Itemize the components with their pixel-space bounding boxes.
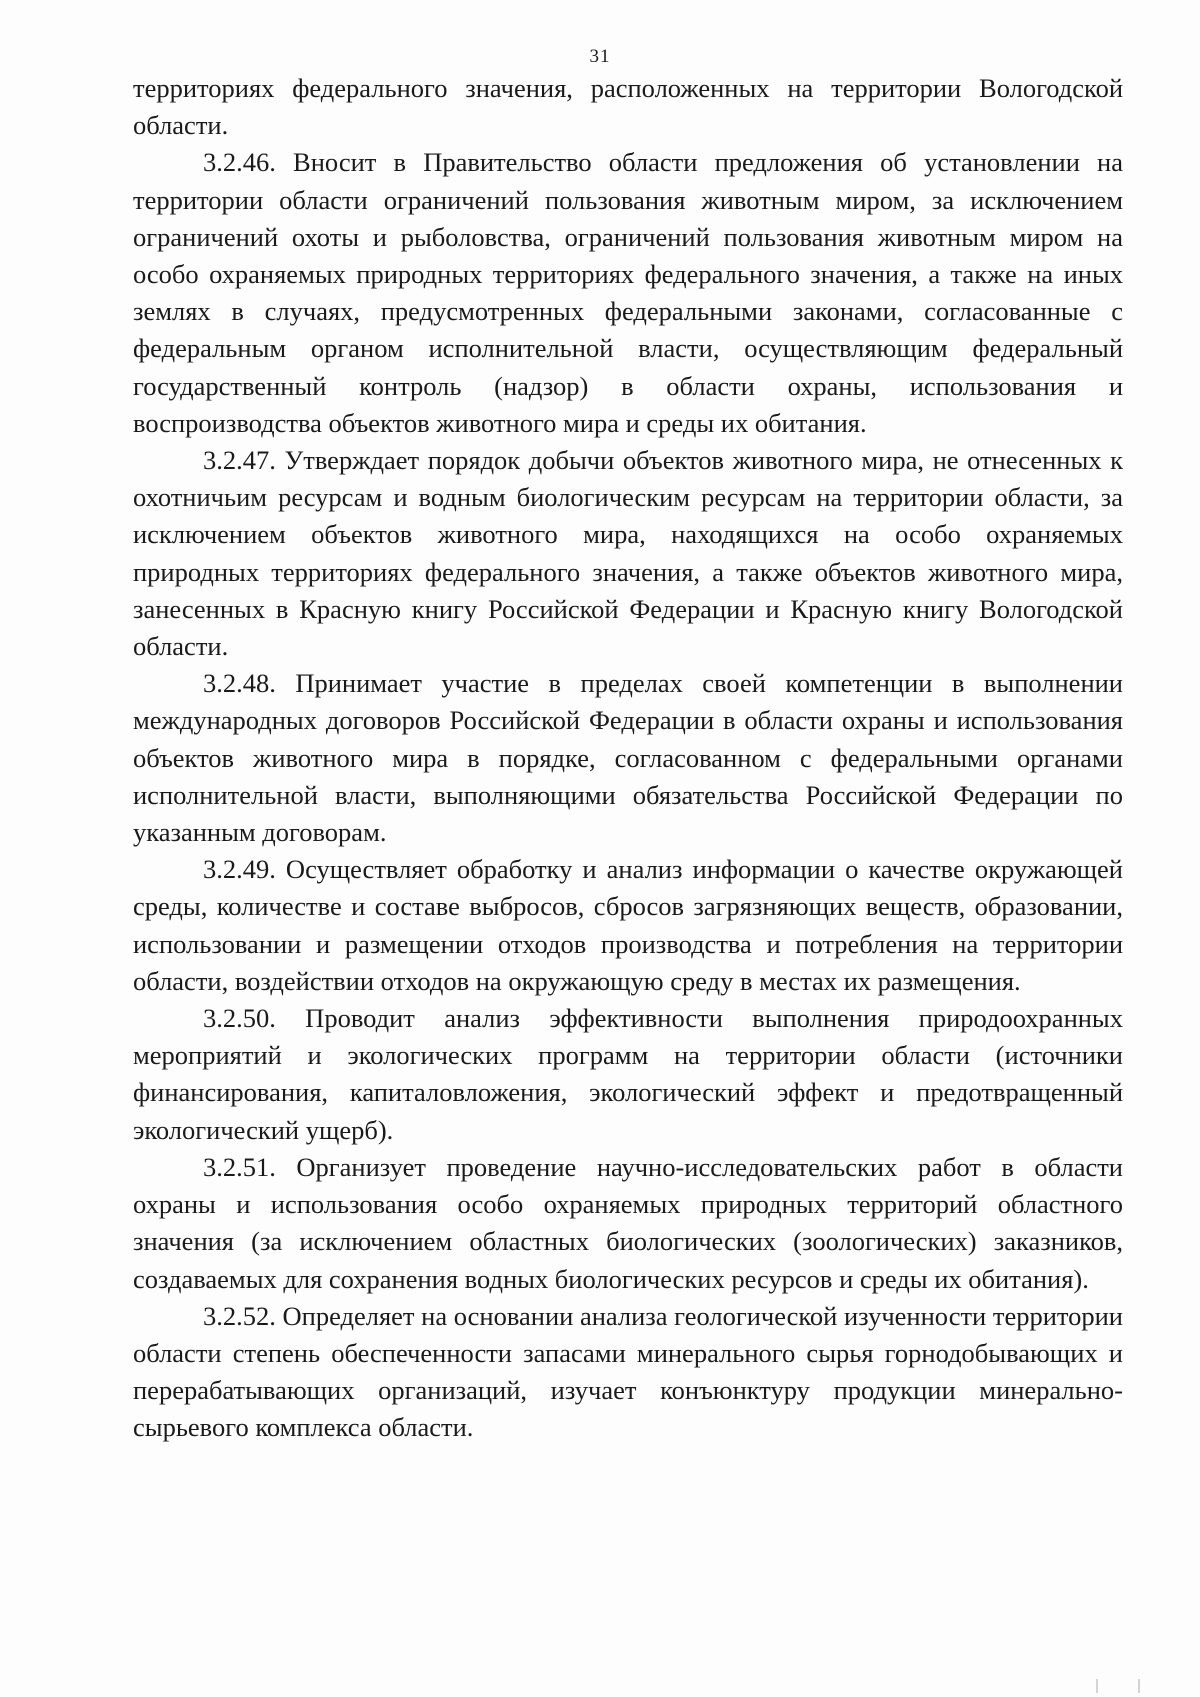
paragraph-continuation: территориях федерального значения, расположенных на территории Вологодской области. bbox=[133, 73, 1123, 141]
paragraph-3-2-50: 3.2.50. Проводит анализ эффективности выполнения природоохранных мероприятий и экологических программ на территории области (источники финансирования, капиталовложения, экологический эффект и предотвращенный экологический ущерб). bbox=[133, 1003, 1123, 1145]
document-body bbox=[133, 70, 1123, 1447]
scan-edge-mark bbox=[1096, 1679, 1140, 1693]
paragraph-3-2-46: 3.2.46. Вносит в Правительство области предложения об установлении на территории области ограничений пользования животным миром, за исключением ограничений охоты и рыболовства, ограничений пользования животным миром на особо охраняемых природных территориях федерального значения, а также на иных землях в случаях, предусмотренных федеральными законами, согласованные с федеральным органом исполнительной власти, осуществляющим федеральный государственный контроль (надзор) в области охраны, использования и воспроизводства объектов животного мира и среды их обитания. bbox=[133, 147, 1123, 438]
paragraph-3-2-48: 3.2.48. Принимает участие в пределах своей компетенции в выполнении международных договоров Российской Федерации в области охраны и использования объектов животного мира в порядке, согласованном с федеральными органами исполнительной власти, выполняющими обязательства Российской Федерации по указанным договорам. bbox=[133, 668, 1123, 848]
paragraph-3-2-52: 3.2.52. Определяет на основании анализа геологической изученности территории области степень обеспеченности запасами минерального сырья горнодобывающих и перерабатывающих организаций, изучает конъюнктуру продукции минерально-сырьевого комплекса области. bbox=[133, 1300, 1123, 1443]
page-number: 31 bbox=[589, 46, 611, 67]
paragraph-3-2-51: 3.2.51. Организует проведение научно-исследовательских работ в области охраны и использования особо охраняемых природных территорий областного значения (за исключением областных биологических (зоологических) заказников, создаваемых для сохранения водных биологических ресурсов и среды их обитания). bbox=[133, 1151, 1123, 1294]
paragraph-3-2-49: 3.2.49. Осуществляет обработку и анализ информации о качестве окружающей среды, количестве и составе выбросов, сбросов загрязняющих веществ, образовании, использовании и размещении отходов производства и потребления на территории области, воздействии отходов на окружающую среду в местах их размещения. bbox=[133, 854, 1123, 996]
paragraph-3-2-47: 3.2.47. Утверждает порядок добычи объектов животного мира, не отнесенных к охотничьим ресурсам и водным биологическим ресурсам на территории области, за исключением объектов животного мира, находящихся на особо охраняемых природных территориях федерального значения, а также объектов животного мира, занесенных в Красную книгу Российской Федерации и Красную книгу Вологодской области. bbox=[133, 445, 1123, 662]
